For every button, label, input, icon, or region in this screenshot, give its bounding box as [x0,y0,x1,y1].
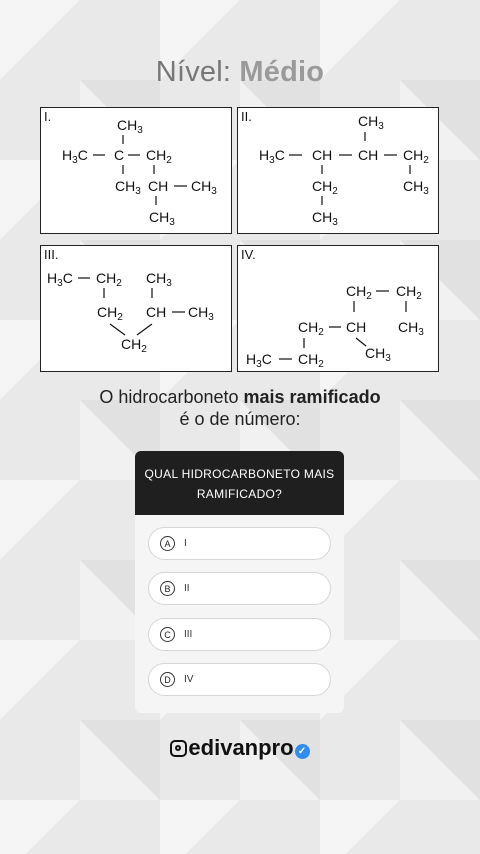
svg-text:CH2: $CH_2$ [396,283,422,302]
svg-text:H3C: $H_3C$ [246,351,272,370]
option-c[interactable] [148,618,331,651]
svg-text:CH3: $CH_3$ [358,113,384,132]
structure-2-formula [238,108,440,235]
option-c-letter: C [160,627,175,642]
level-value: Médio [239,56,325,88]
svg-text:CH: CH [148,178,169,194]
svg-text:CH2: $CH_2$ [146,147,172,166]
option-a-letter: A [160,536,175,551]
structure-2-box [237,107,439,234]
svg-text:CH2: $CH_2$ [403,147,429,166]
svg-text:CH3: $CH_3$ [398,319,424,338]
svg-text:CH: CH [146,304,167,320]
option-a[interactable] [148,527,331,560]
quiz-card [135,451,344,713]
option-d-text: IV [184,674,194,685]
option-b-letter: B [160,581,175,596]
option-d-letter: D [160,672,175,687]
instagram-icon [170,740,187,757]
svg-text:H3C: $H_3C$ [47,270,73,289]
structure-3-formula [41,246,233,373]
svg-text:CH3: $CH_3$ [149,209,175,228]
svg-text:CH: CH [312,147,333,163]
question-prefix: O hidrocarboneto [99,387,239,407]
quiz-title: QUAL HIDROCARBONETO MAIS RAMIFICADO? [135,451,344,515]
svg-text:CH3: $CH_3$ [115,178,141,197]
brand-handle: edivanpro [188,735,294,760]
svg-text:CH3: $CH_3$ [403,178,429,197]
question-text [0,386,480,430]
svg-text:CH3: $CH_3$ [117,117,143,136]
svg-text:CH2: $CH_2$ [96,270,122,289]
structure-4-box [237,245,439,372]
option-d[interactable] [148,663,331,696]
level-label: Nível: [155,56,232,88]
option-a-text: I [184,538,187,549]
svg-text:CH2: $CH_2$ [346,283,372,302]
svg-text:CH: CH [346,319,367,335]
svg-text:CH: CH [358,147,379,163]
svg-text:CH2: $CH_2$ [97,304,123,323]
svg-text:CH3: $CH_3$ [365,345,391,364]
svg-text:CH2: $CH_2$ [121,336,147,355]
question-bold: mais ramificado [243,387,381,407]
structure-2-label: II. [241,109,252,124]
question-suffix: é o de número: [179,409,301,429]
option-b[interactable] [148,572,331,605]
structure-1-formula [41,108,233,235]
option-b-text: II [184,583,190,594]
svg-text:CH3: $CH_3$ [188,304,214,323]
structure-4-formula [238,246,440,373]
svg-text:H3C: $H_3C$ [259,147,285,166]
verified-badge-icon: ✓ [295,744,310,759]
svg-text:CH3: $CH_3$ [191,178,217,197]
structure-1-label: I. [44,109,52,124]
svg-text:C: C [114,147,125,163]
svg-text:CH3: $CH_3$ [312,209,338,228]
brand-footer [0,735,480,761]
svg-text:H3C: $H_3C$ [62,147,88,166]
structure-3-label: III. [44,247,59,262]
svg-text:CH2: $CH_2$ [298,351,324,370]
structure-3-box [40,245,232,372]
structure-1-box [40,107,232,234]
page-title [0,56,480,89]
svg-text:CH3: $CH_3$ [146,270,172,289]
svg-text:CH2: $CH_2$ [312,178,338,197]
svg-text:CH2: $CH_2$ [298,319,324,338]
structure-4-label: IV. [241,247,256,262]
option-c-text: III [184,629,193,640]
